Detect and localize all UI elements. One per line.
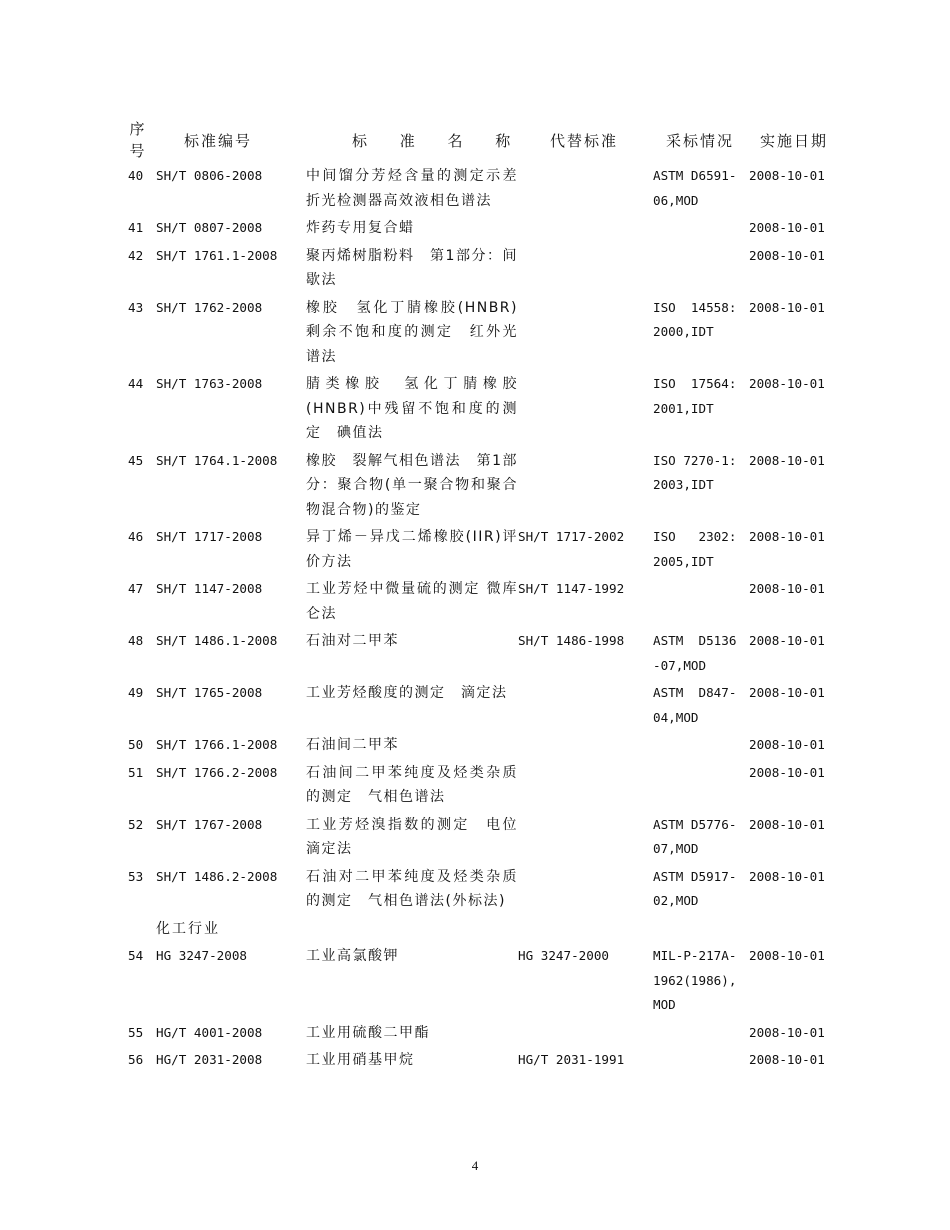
row-code: SH/T 1766.2-2008 xyxy=(156,764,278,780)
row-date: 2008-10-01 xyxy=(749,737,825,752)
section-label: 化工行业 xyxy=(156,920,220,937)
row-date: 2008-10-01 xyxy=(749,220,825,235)
row-name: 石油对二甲苯 xyxy=(306,633,399,649)
row-name: 石油对二甲苯纯度及烃类杂质的测定 气相色谱法(外标法) xyxy=(306,868,518,909)
header-seq: 序 号 xyxy=(129,120,145,160)
row-adoption: ISO 14558: 2000,IDT xyxy=(653,299,737,339)
row-date: 2008-10-01 xyxy=(749,948,825,963)
row-replaced: SH/T 1147-1992 xyxy=(518,581,625,596)
row-name: 石油间二甲苯 xyxy=(306,737,399,753)
row-adoption: ASTM D847- 04,MOD xyxy=(653,685,737,725)
row-date: 2008-10-01 xyxy=(749,633,825,648)
table-row xyxy=(128,629,858,678)
row-name: 橡胶 氢化丁腈橡胶(HNBR)剩余不饱和度的测定 红外光谱法 xyxy=(306,299,518,365)
row-replaced: HG/T 2031-1991 xyxy=(518,1052,625,1067)
row-seq: 53 xyxy=(128,868,144,884)
row-name: 橡胶 裂解气相色谱法 第1部分：聚合物(单一聚合物和聚合物混合物)的鉴定 xyxy=(306,452,518,518)
row-code: SH/T 1764.1-2008 xyxy=(156,452,278,468)
row-name: 聚丙烯树脂粉料 第1部分：间歇法 xyxy=(306,247,518,288)
row-seq: 48 xyxy=(128,633,144,648)
row-date: 2008-10-01 xyxy=(749,868,825,884)
row-code: SH/T 1765-2008 xyxy=(156,685,263,700)
row-seq: 54 xyxy=(128,948,144,963)
row-adoption: ISO 17564: 2001,IDT xyxy=(653,376,737,416)
row-code: HG 3247-2008 xyxy=(156,948,247,963)
row-date: 2008-10-01 xyxy=(749,247,825,263)
row-seq: 42 xyxy=(128,247,144,263)
row-date: 2008-10-01 xyxy=(749,529,825,544)
row-seq: 49 xyxy=(128,685,144,700)
table-row xyxy=(128,733,858,758)
row-seq: 52 xyxy=(128,816,144,832)
row-date: 2008-10-01 xyxy=(749,685,825,700)
row-seq: 55 xyxy=(128,1024,144,1040)
row-seq: 56 xyxy=(128,1052,144,1067)
row-seq: 46 xyxy=(128,529,144,544)
table-row xyxy=(128,813,858,862)
standards-table-body xyxy=(128,164,858,1076)
row-seq: 44 xyxy=(128,376,144,391)
table-row xyxy=(128,1048,858,1073)
row-adoption: ISO 7270-1: 2003,IDT xyxy=(653,452,737,492)
table-row xyxy=(128,216,858,241)
row-seq: 43 xyxy=(128,299,144,315)
row-code: SH/T 1763-2008 xyxy=(156,376,263,391)
row-date: 2008-10-01 xyxy=(749,1024,825,1040)
row-seq: 41 xyxy=(128,220,144,235)
row-seq: 45 xyxy=(128,452,144,468)
row-date: 2008-10-01 xyxy=(749,168,825,183)
row-code: SH/T 1717-2008 xyxy=(156,529,263,544)
row-code: HG/T 4001-2008 xyxy=(156,1024,263,1040)
row-adoption: ASTM D6591- 06,MOD xyxy=(653,168,737,208)
row-name: 腈类橡胶 氢化丁腈橡胶(HNBR)中残留不饱和度的测定 碘值法 xyxy=(306,376,518,441)
row-name: 异丁烯－异戊二烯橡胶(IIR)评价方法 xyxy=(306,529,518,570)
table-row xyxy=(128,681,858,730)
table-row xyxy=(128,372,858,446)
row-name: 工业用硫酸二甲酯 xyxy=(306,1024,430,1041)
row-code: SH/T 1762-2008 xyxy=(156,299,263,315)
row-code: SH/T 1761.1-2008 xyxy=(156,247,278,263)
row-name: 石油间二甲苯纯度及烃类杂质的测定 气相色谱法 xyxy=(306,764,518,805)
row-adoption: ASTM D5917- 02,MOD xyxy=(653,868,737,908)
table-row xyxy=(128,449,858,523)
row-name: 工业用硝基甲烷 xyxy=(306,1052,415,1068)
table-row xyxy=(128,244,858,293)
table-header xyxy=(128,118,848,164)
row-date: 2008-10-01 xyxy=(749,376,825,391)
row-code: SH/T 1147-2008 xyxy=(156,581,263,596)
header-date: 实施日期 xyxy=(760,132,829,150)
row-date: 2008-10-01 xyxy=(749,581,825,596)
row-replaced: SH/T 1717-2002 xyxy=(518,529,625,544)
row-date: 2008-10-01 xyxy=(749,299,825,315)
row-code: SH/T 0806-2008 xyxy=(156,168,263,183)
header-adoption: 采标情况 xyxy=(666,132,735,150)
header-code: 标准编号 xyxy=(184,132,253,150)
page-number: 4 xyxy=(471,1158,479,1173)
row-code: SH/T 1486.1-2008 xyxy=(156,633,278,648)
table-row xyxy=(128,865,858,914)
row-name: 工业高氯酸钾 xyxy=(306,948,399,964)
row-code: SH/T 0807-2008 xyxy=(156,220,263,235)
row-name: 工业芳烃溴指数的测定 电位滴定法 xyxy=(306,816,518,857)
row-date: 2008-10-01 xyxy=(749,452,825,468)
row-adoption: ASTM D5136 -07,MOD xyxy=(653,633,737,673)
row-adoption: MIL-P-217A- 1962(1986), MOD xyxy=(653,948,737,1012)
row-name: 中间馏分芳烃含量的测定示差折光检测器高效液相色谱法 xyxy=(306,168,518,209)
row-name: 工业芳烃酸度的测定 滴定法 xyxy=(306,685,508,701)
row-date: 2008-10-01 xyxy=(749,764,825,780)
table-row xyxy=(128,164,858,213)
row-code: SH/T 1766.1-2008 xyxy=(156,737,278,752)
row-name: 炸药专用复合蜡 xyxy=(306,220,415,236)
row-adoption: ASTM D5776- 07,MOD xyxy=(653,816,737,856)
row-date: 2008-10-01 xyxy=(749,1052,825,1067)
table-row xyxy=(128,577,858,626)
row-code: SH/T 1486.2-2008 xyxy=(156,868,278,884)
row-seq: 47 xyxy=(128,581,144,596)
row-name: 工业芳烃中微量硫的测定 微库仑法 xyxy=(306,581,518,622)
row-replaced: HG 3247-2000 xyxy=(518,948,609,963)
row-date: 2008-10-01 xyxy=(749,816,825,832)
row-code: HG/T 2031-2008 xyxy=(156,1052,263,1067)
table-row xyxy=(128,944,858,1018)
row-code: SH/T 1767-2008 xyxy=(156,816,263,832)
table-row xyxy=(128,525,858,574)
table-row xyxy=(128,296,858,370)
row-group-petrochemical xyxy=(128,164,858,914)
row-adoption: ISO 2302: 2005,IDT xyxy=(653,529,737,569)
header-name: 标 准 名 称 xyxy=(352,132,525,150)
row-seq: 51 xyxy=(128,764,144,780)
table-row xyxy=(128,761,858,810)
table-row xyxy=(128,1021,858,1046)
row-replaced: SH/T 1486-1998 xyxy=(518,633,625,648)
row-seq: 50 xyxy=(128,737,144,752)
row-seq: 40 xyxy=(128,168,144,183)
row-group-chemical xyxy=(128,944,858,1073)
header-replaced: 代替标准 xyxy=(550,132,619,150)
